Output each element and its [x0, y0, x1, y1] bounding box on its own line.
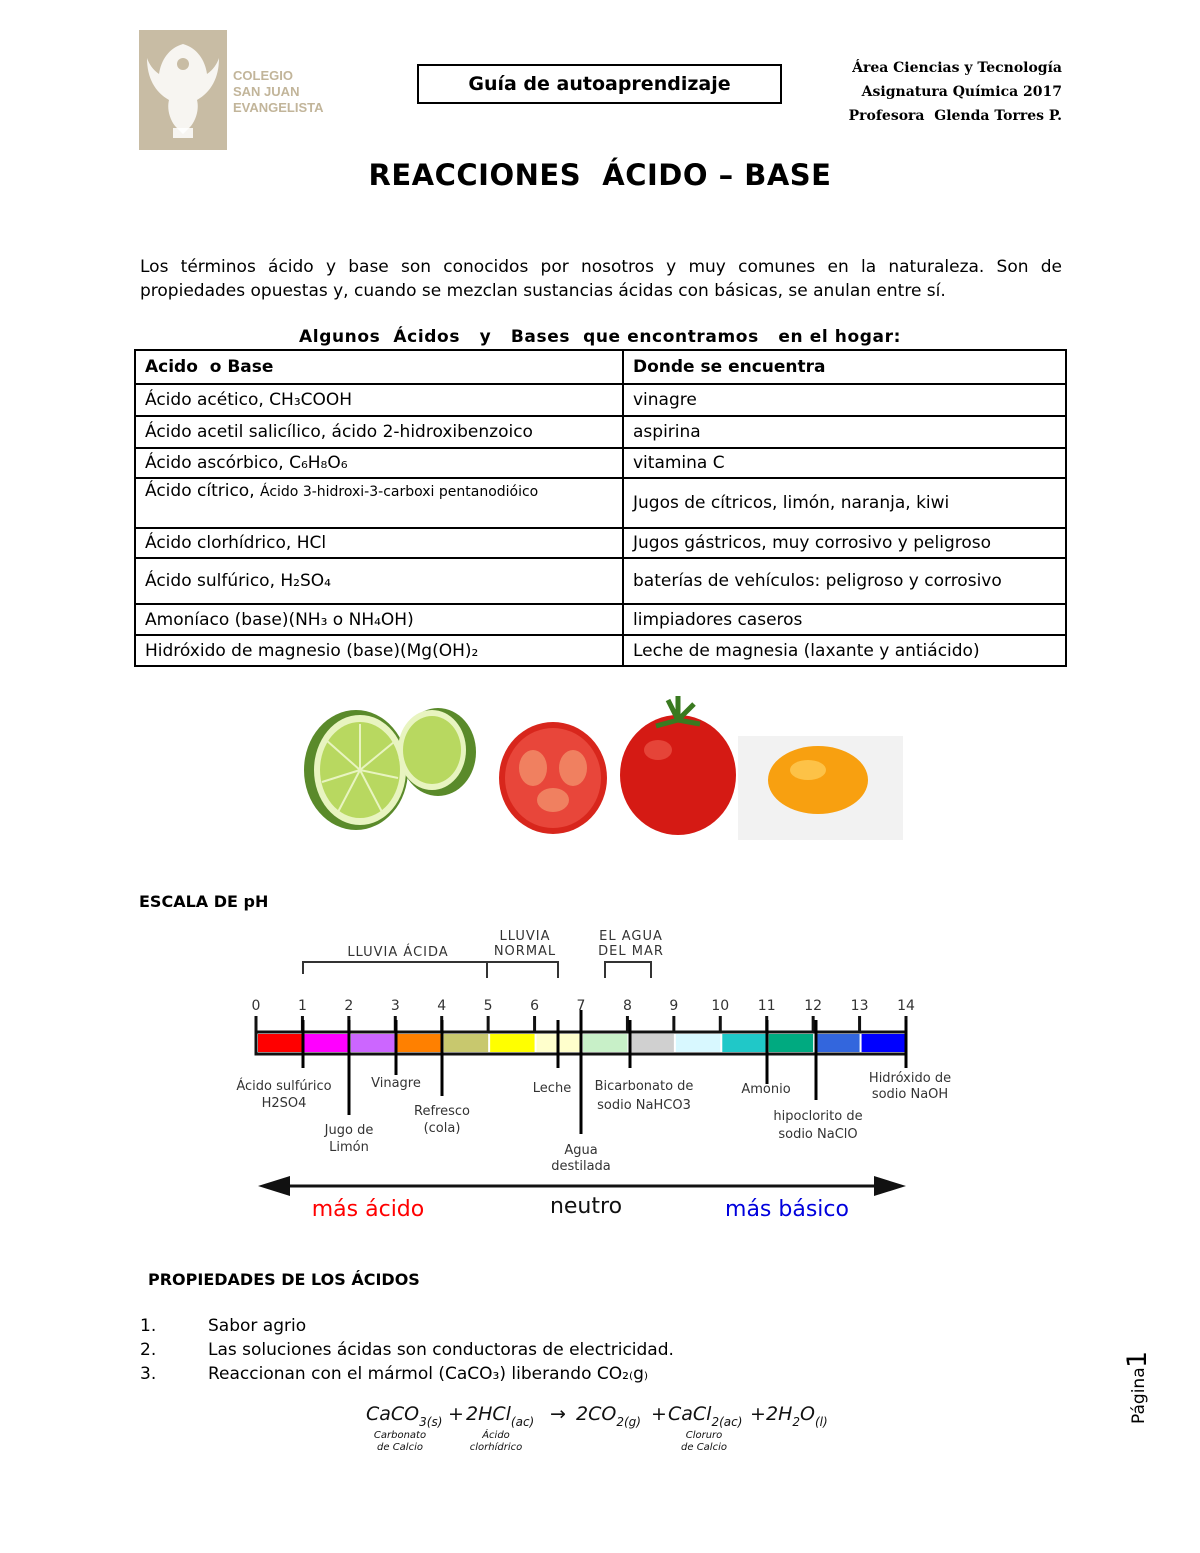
table-row — [135, 384, 1066, 416]
page-title: REACCIONES ÁCIDO – BASE — [368, 158, 832, 192]
table-row — [135, 528, 1066, 558]
table-row — [135, 448, 1066, 478]
svg-text:CaCO3(s): CaCO$_{3(s)}$ — [366, 1403, 443, 1429]
ph-segment-1 — [304, 1034, 348, 1052]
ph-tick-label: 5 — [483, 998, 493, 1014]
ph-tick-label: 1 — [297, 998, 307, 1014]
label-naoh: sodio NaOH — [871, 1087, 949, 1102]
header-info — [849, 56, 1062, 128]
citric-iupac-name: Ácido 3-hidroxi-3-carboxi pentanodióico — [260, 484, 539, 500]
label-water: destilada — [551, 1159, 611, 1174]
subject-label: Asignatura Química 2017 — [861, 84, 1062, 100]
hcl-caption: Ácido — [482, 1430, 510, 1441]
ph-tick-label: 9 — [669, 998, 679, 1014]
label-ammonia: Amonio — [741, 1082, 791, 1097]
list-number: 1. — [140, 1316, 157, 1336]
list-item — [140, 1362, 674, 1386]
table-cell — [135, 478, 623, 528]
ph-segment-11 — [769, 1034, 813, 1052]
sea-water-bracket — [605, 962, 651, 978]
ph-scale-diagram — [220, 920, 952, 1230]
guide-label: Guía de autoaprendizaje — [417, 64, 782, 104]
table-cell: Hidróxido de magnesio (base)(Mg(OH)₂ — [135, 635, 623, 666]
list-text: Reaccionan con el mármol (CaCO₃) liberando CO₂₍g₎ — [208, 1364, 649, 1384]
list-text: Sabor agrio — [208, 1316, 307, 1336]
normal-rain-label: NORMAL — [493, 944, 557, 959]
table-cell: limpiadores caseros — [623, 604, 1066, 635]
table-cell: Jugos gástricos, muy corrosivo y peligroso — [623, 528, 1066, 558]
label-hypochlorite: hipoclorito de — [773, 1109, 863, 1124]
properties-heading: PROPIEDADES DE LOS ÁCIDOS — [148, 1270, 420, 1289]
label-naoh: Hidróxido de — [868, 1071, 952, 1086]
school-name-line: EVANGELISTA — [233, 100, 324, 115]
sea-water-label: DEL MAR — [598, 944, 664, 959]
ph-segment-8 — [629, 1034, 673, 1052]
ph-segment-10 — [722, 1034, 766, 1052]
acid-rain-label: LLUVIA ÁCIDA — [347, 945, 449, 960]
table-cell: Jugos de cítricos, limón, naranja, kiwi — [623, 478, 1066, 528]
cacl2-caption: de Calcio — [681, 1442, 727, 1453]
ph-tick-label: 6 — [530, 998, 540, 1014]
table-header: Acido o Base — [135, 350, 623, 384]
list-number: 2. — [140, 1340, 157, 1360]
ph-segment-13 — [862, 1034, 906, 1052]
ph-tick-label: 10 — [711, 998, 730, 1014]
teacher-label: Profesora Glenda Torres P. — [848, 108, 1062, 124]
more-acid-label: más ácido — [311, 1197, 425, 1222]
table-caption: Algunos Ácidos y Bases que encontramos en el hogar: — [299, 327, 901, 347]
table-row — [135, 478, 1066, 528]
table-cell: baterías de vehículos: peligroso y corrosivo — [623, 558, 1066, 604]
ph-segment-3 — [397, 1034, 441, 1052]
cacl2-caption: Cloruro — [685, 1430, 723, 1441]
ph-segment-4 — [444, 1034, 488, 1052]
caco3-caption: Carbonato — [373, 1430, 427, 1441]
table-cell: aspirina — [623, 416, 1066, 448]
table-header: Donde se encuentra — [623, 350, 1066, 384]
svg-text:→: → — [550, 1403, 566, 1425]
caco3-caption: de Calcio — [377, 1442, 423, 1453]
list-item — [140, 1314, 674, 1338]
ph-segment-7 — [583, 1034, 627, 1052]
normal-rain-bracket — [487, 962, 558, 978]
ph-tick-label: 4 — [437, 998, 447, 1014]
school-name-line: COLEGIO — [233, 68, 293, 83]
label-water: Agua — [564, 1143, 598, 1158]
intro-paragraph: Los términos ácido y base son conocidos por nosotros y muy comunes en la naturaleza. Son de propiedades opuestas y, cuando se mezclan sustancias ácidas con básicas, se anulan entre sí. — [140, 257, 1062, 301]
ph-tick-label: 13 — [850, 998, 869, 1014]
eagle-emblem-icon — [139, 30, 227, 150]
ph-tick-label: 3 — [390, 998, 400, 1014]
label-soda: Refresco — [414, 1104, 470, 1119]
area-label: Área Ciencias y Tecnología — [852, 60, 1062, 76]
svg-text:CaCl2(ac): CaCl$_{2(ac)}$ — [668, 1403, 743, 1429]
ph-tick-label: 14 — [897, 998, 915, 1014]
table-row — [135, 416, 1066, 448]
more-basic-label: más básico — [725, 1197, 849, 1222]
citric-label: Ácido cítrico, — [145, 481, 260, 501]
properties-list — [140, 1314, 674, 1386]
page-number-value: 1 — [1122, 1350, 1153, 1368]
label-soda: (cola) — [423, 1121, 461, 1136]
table-row — [135, 558, 1066, 604]
tomato-half-icon — [499, 722, 607, 834]
table-cell: vinagre — [623, 384, 1066, 416]
ph-segment-12 — [815, 1034, 859, 1052]
egg-yolk-icon — [738, 736, 903, 840]
acid-rain-bracket — [303, 962, 487, 974]
table-cell: vitamina C — [623, 448, 1066, 478]
ph-segment-5 — [490, 1034, 534, 1052]
fruit-illustration — [298, 690, 903, 840]
sea-water-label: EL AGUA — [599, 929, 663, 944]
lime-icon — [304, 708, 476, 830]
label-lemon: Limón — [329, 1140, 369, 1155]
chemical-equation — [360, 1398, 850, 1458]
ph-segment-0 — [258, 1034, 302, 1052]
ph-tick-label: 11 — [757, 998, 776, 1014]
label-milk: Leche — [532, 1081, 572, 1096]
ph-tick-label: 8 — [622, 998, 632, 1014]
label-sulfuric: Ácido sulfúrico — [236, 1079, 332, 1094]
svg-text:2HCl(ac): 2HCl$_{(ac)}$ — [466, 1403, 535, 1429]
table-cell: Ácido clorhídrico, HCl — [135, 528, 623, 558]
school-name — [233, 68, 324, 116]
label-bicarb: Bicarbonato de — [594, 1079, 694, 1094]
label-bicarb: sodio NaHCO3 — [597, 1098, 691, 1113]
acids-bases-table — [134, 349, 1067, 667]
tomato-icon — [620, 696, 736, 835]
table-cell: Ácido acético, CH₃COOH — [135, 384, 623, 416]
table-cell: Ácido acetil salicílico, ácido 2-hidroxibenzoico — [135, 416, 623, 448]
ph-tick-label: 12 — [804, 998, 823, 1014]
acidity-arrow — [258, 1176, 906, 1196]
list-number: 3. — [140, 1364, 157, 1384]
ph-tick-label: 2 — [344, 998, 354, 1014]
school-name-line: SAN JUAN — [233, 84, 300, 99]
list-text: Las soluciones ácidas son conductoras de electricidad. — [208, 1340, 674, 1360]
table-row — [135, 635, 1066, 666]
page-label: Página — [1129, 1367, 1149, 1424]
ph-tick-label: 0 — [251, 998, 261, 1014]
label-hypochlorite: sodio NaClO — [778, 1127, 858, 1142]
hcl-caption: clorhídrico — [469, 1442, 523, 1453]
list-item — [140, 1338, 674, 1362]
school-logo — [139, 30, 227, 150]
label-lemon: Jugo de — [324, 1123, 374, 1138]
table-cell: Leche de magnesia (laxante y antiácido) — [623, 635, 1066, 666]
page-number — [1118, 1338, 1158, 1428]
label-vinegar: Vinagre — [371, 1076, 421, 1091]
svg-text:+: + — [651, 1403, 667, 1425]
ph-scale-heading: ESCALA DE pH — [139, 892, 269, 911]
ph-tick-label: 7 — [576, 998, 586, 1014]
table-cell: Amoníaco (base)(NH₃ o NH₄OH) — [135, 604, 623, 635]
neutral-label: neutro — [549, 1194, 623, 1219]
label-sulfuric: H2SO4 — [261, 1096, 307, 1111]
svg-text:2H2O(l): $2H_2O_{(l)}$ — [766, 1403, 828, 1429]
table-cell: Ácido ascórbico, C₆H₈O₆ — [135, 448, 623, 478]
table-row — [135, 604, 1066, 635]
table-cell: Ácido sulfúrico, H₂SO₄ — [135, 558, 623, 604]
svg-text:+: + — [448, 1403, 464, 1425]
svg-text:2CO2(g): $2CO_{2(g)}$ — [576, 1403, 641, 1429]
ph-segment-2 — [351, 1034, 395, 1052]
ph-segment-9 — [676, 1034, 720, 1052]
normal-rain-label: LLUVIA — [499, 929, 551, 944]
svg-text:+: + — [750, 1403, 766, 1425]
table-header-row — [135, 350, 1066, 384]
